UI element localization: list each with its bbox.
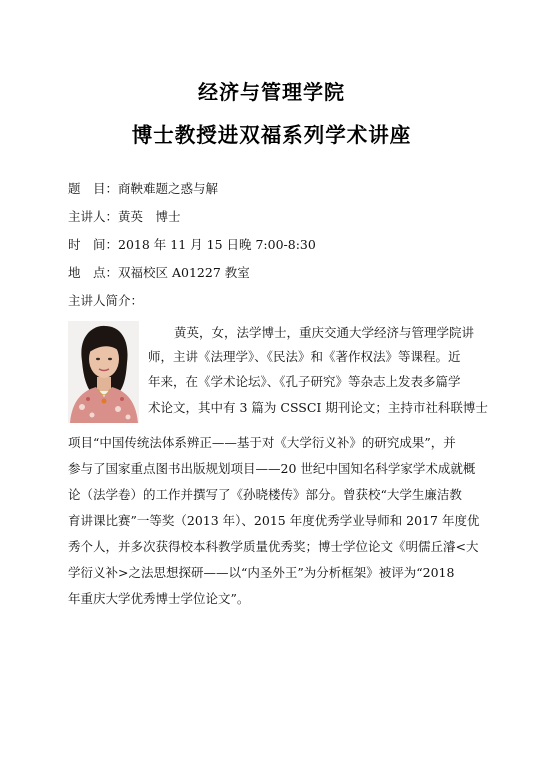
topic-label: 题 目：: [68, 181, 119, 196]
bio-line: 黄英，女，法学博士，重庆交通大学经济与管理学院讲: [174, 325, 475, 340]
topic-row: [68, 181, 218, 197]
topic-value: 商鞅难题之惑与解: [118, 181, 219, 196]
bio-line: 论（法学卷）的工作并撰写了《孙晓楼传》部分。曾获校“大学生廉洁教: [68, 487, 462, 502]
speaker-intro-heading: 主讲人简介：: [68, 293, 144, 308]
place-label: 地 点：: [68, 265, 119, 280]
place-value: 双福校区 A01227 教室: [118, 265, 250, 280]
bio-line: 年来，在《学术论坛》、《孔子研究》等杂志上发表多篇学: [148, 374, 461, 389]
portrait-image: [68, 321, 139, 423]
place-row: [68, 265, 250, 281]
speaker-row: [68, 209, 181, 225]
time-value: 2018 年 11 月 15 日晚 7:00-8:30: [118, 237, 316, 252]
speaker-value: 黄英 博士: [118, 209, 181, 224]
bio-line: 项目“中国传统法体系辨正——基于对《大学衍义补》的研究成果”，并: [68, 435, 456, 450]
lecture-series-title: 博士教授进双福系列学术讲座: [131, 123, 412, 147]
bio-line: 秀个人，并多次获得校本科教学质量优秀奖；博士学位论文《明儒丘濬<大: [68, 539, 479, 554]
bio-line: 年重庆大学优秀博士学位论文”。: [68, 591, 250, 606]
bio-line: 参与了国家重点图书出版规划项目——20 世纪中国知名科学家学术成就概: [68, 461, 476, 476]
bio-line: 术论文，其中有 3 篇为 CSSCI 期刊论文；主持市社科联博士: [148, 400, 488, 415]
bio-line: 学衍义补>之法思想探研——以“内圣外王”为分析框架》被评为“2018: [68, 565, 455, 580]
time-label: 时 间：: [68, 237, 119, 252]
bio-line: 育讲课比赛”一等奖（2013 年）、2015 年度优秀学业导师和 2017 年度优: [68, 513, 480, 528]
school-title: 经济与管理学院: [198, 80, 345, 104]
speaker-photo: [68, 321, 139, 423]
time-row: [68, 237, 316, 253]
bio-line: 师，主讲《法理学》、《民法》和《著作权法》等课程。近: [148, 349, 461, 364]
speaker-label: 主讲人：: [68, 209, 119, 224]
